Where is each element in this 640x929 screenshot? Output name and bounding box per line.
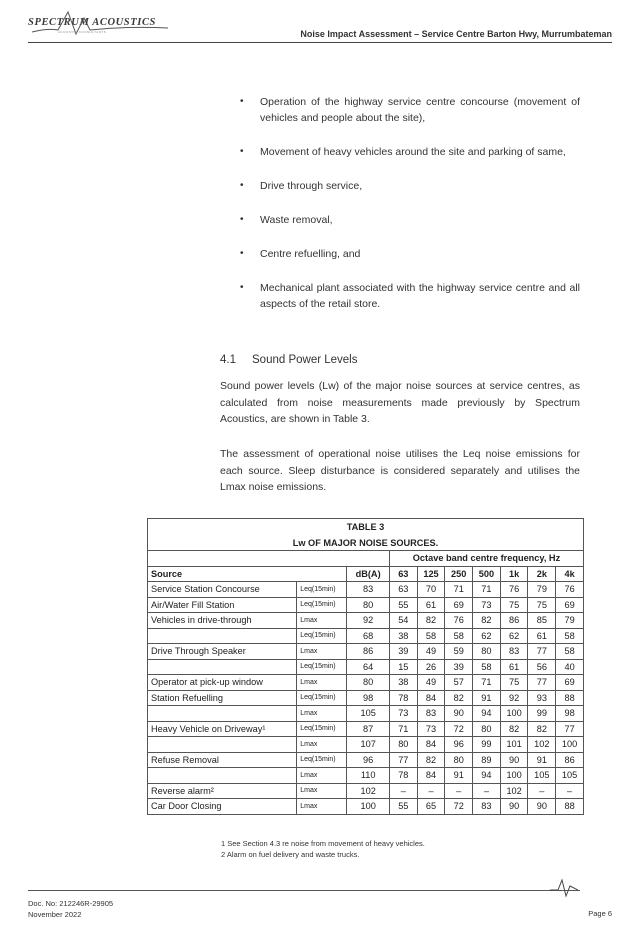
band-value-cell: 61 <box>417 597 445 613</box>
metric-cell: Leq(15min) <box>297 659 347 675</box>
band-value-cell: 90 <box>445 706 473 722</box>
metric-cell: Leq(15min) <box>297 721 347 737</box>
band-value-cell: 82 <box>417 613 445 629</box>
dba-cell: 68 <box>347 628 390 644</box>
band-value-cell: 82 <box>528 721 556 737</box>
source-cell: Vehicles in drive-through <box>148 613 297 629</box>
band-value-cell: 62 <box>473 628 501 644</box>
bullet-icon: • <box>240 96 244 107</box>
band-value-cell: 71 <box>473 582 501 598</box>
source-cell: Operator at pick-up window <box>148 675 297 691</box>
metric-cell: Leq(15min) <box>297 582 347 598</box>
noise-sources-table-wrap <box>147 518 584 815</box>
list-item: • Movement of heavy vehicles around the site and parking of same, <box>240 146 566 158</box>
list-item: • Drive through service, <box>240 180 363 192</box>
footer-divider <box>28 890 580 891</box>
table-row <box>148 752 584 768</box>
band-value-cell: 69 <box>445 597 473 613</box>
table-row <box>148 628 584 644</box>
band-value-cell: 83 <box>473 799 501 815</box>
metric-cell: Lmax <box>297 675 347 691</box>
band-value-cell: 58 <box>445 628 473 644</box>
bullet-icon: • <box>240 282 244 293</box>
dba-column-header: dB(A) <box>347 566 390 582</box>
band-value-cell: 90 <box>500 799 528 815</box>
band-value-cell: 91 <box>528 752 556 768</box>
band-value-cell: 100 <box>556 737 584 753</box>
band-value-cell: 86 <box>556 752 584 768</box>
dba-cell: 98 <box>347 690 390 706</box>
bullet-icon: • <box>240 180 244 191</box>
band-value-cell: 58 <box>556 628 584 644</box>
band-value-cell: 80 <box>473 644 501 660</box>
dba-cell: 86 <box>347 644 390 660</box>
band-value-cell: 49 <box>417 675 445 691</box>
band-value-cell: 76 <box>556 582 584 598</box>
band-value-cell: 83 <box>500 644 528 660</box>
band-value-cell: 77 <box>528 644 556 660</box>
footnote: 2 Alarm on fuel delivery and waste trucks. <box>221 850 360 859</box>
band-value-cell: 77 <box>389 752 417 768</box>
footer-wave-icon <box>550 878 578 898</box>
table-title: TABLE 3 <box>148 519 584 536</box>
band-value-cell: 77 <box>556 721 584 737</box>
metric-cell: Lmax <box>297 613 347 629</box>
dba-cell: 105 <box>347 706 390 722</box>
band-value-cell: – <box>473 783 501 799</box>
band-value-cell: 69 <box>556 597 584 613</box>
table-row <box>148 644 584 660</box>
band-value-cell: 69 <box>556 675 584 691</box>
table-row <box>148 613 584 629</box>
table-row <box>148 582 584 598</box>
table-subtitle: Lw OF MAJOR NOISE SOURCES. <box>148 535 584 551</box>
table-row <box>148 597 584 613</box>
frequency-header: 4k <box>556 566 584 582</box>
band-value-cell: 73 <box>473 597 501 613</box>
table-row <box>148 799 584 815</box>
band-value-cell: 78 <box>389 768 417 784</box>
band-value-cell: 84 <box>417 768 445 784</box>
band-value-cell: 85 <box>528 613 556 629</box>
band-value-cell: 63 <box>389 582 417 598</box>
logo-text: SPECTRUM ACOUSTICS <box>28 17 156 28</box>
band-value-cell: 75 <box>500 675 528 691</box>
band-value-cell: 58 <box>473 659 501 675</box>
document-number: Doc. No: 212246R-29905 <box>28 899 114 908</box>
band-value-cell: 105 <box>556 768 584 784</box>
band-value-cell: 100 <box>500 768 528 784</box>
band-value-cell: 70 <box>417 582 445 598</box>
dba-cell: 100 <box>347 799 390 815</box>
band-value-cell: 58 <box>417 628 445 644</box>
band-value-cell: 90 <box>528 799 556 815</box>
band-value-cell: 84 <box>417 690 445 706</box>
band-value-cell: 92 <box>500 690 528 706</box>
band-value-cell: 65 <box>417 799 445 815</box>
band-value-cell: 75 <box>500 597 528 613</box>
company-logo <box>28 8 178 38</box>
table-row <box>148 721 584 737</box>
band-value-cell: 101 <box>500 737 528 753</box>
band-value-cell: 82 <box>417 752 445 768</box>
sound-power-paragraph: Sound power levels (Lw) of the major noise sources at service centres, as calculated from noise measurements made previously by Spectrum Acoustics, are shown in Table 3. <box>220 380 580 425</box>
dba-cell: 83 <box>347 582 390 598</box>
metric-cell: Lmax <box>297 768 347 784</box>
band-value-cell: 56 <box>528 659 556 675</box>
band-value-cell: – <box>556 783 584 799</box>
band-value-cell: 99 <box>473 737 501 753</box>
band-value-cell: 88 <box>556 690 584 706</box>
table-row <box>148 690 584 706</box>
band-value-cell: 39 <box>389 644 417 660</box>
header-divider <box>28 42 612 43</box>
band-value-cell: 77 <box>528 675 556 691</box>
section-heading <box>220 354 357 366</box>
band-value-cell: 76 <box>445 613 473 629</box>
source-cell: Service Station Concourse <box>148 582 297 598</box>
band-value-cell: 39 <box>445 659 473 675</box>
band-value-cell: 102 <box>500 783 528 799</box>
table-row <box>148 768 584 784</box>
band-value-cell: 79 <box>528 582 556 598</box>
band-value-cell: 88 <box>556 799 584 815</box>
source-cell: Drive Through Speaker <box>148 644 297 660</box>
source-cell: Reverse alarm² <box>148 783 297 799</box>
dba-cell: 64 <box>347 659 390 675</box>
band-value-cell: – <box>528 783 556 799</box>
band-value-cell: 96 <box>445 737 473 753</box>
band-value-cell: 72 <box>445 799 473 815</box>
frequency-header: 500 <box>473 566 501 582</box>
source-cell: Refuse Removal <box>148 752 297 768</box>
band-value-cell: 75 <box>528 597 556 613</box>
table-row <box>148 706 584 722</box>
band-value-cell: 59 <box>445 644 473 660</box>
band-value-cell: 94 <box>473 768 501 784</box>
metric-cell: Lmax <box>297 737 347 753</box>
band-value-cell: 80 <box>473 721 501 737</box>
band-value-cell: 71 <box>473 675 501 691</box>
band-value-cell: 82 <box>445 690 473 706</box>
table-footnotes <box>221 838 425 860</box>
source-cell: Car Door Closing <box>148 799 297 815</box>
band-value-cell: 82 <box>473 613 501 629</box>
band-value-cell: 80 <box>445 752 473 768</box>
bullet-icon: • <box>240 146 244 157</box>
logo-tagline: ACOUSTIC CONSULTANTS <box>58 30 107 34</box>
dba-cell: 87 <box>347 721 390 737</box>
source-cell: Station Refuelling <box>148 690 297 706</box>
band-value-cell: 61 <box>528 628 556 644</box>
bullet-icon: • <box>240 214 244 225</box>
metric-cell: Lmax <box>297 783 347 799</box>
band-value-cell: 90 <box>500 752 528 768</box>
source-cell <box>148 706 297 722</box>
octave-band-header: Octave band centre frequency, Hz <box>389 551 583 567</box>
band-value-cell: 62 <box>500 628 528 644</box>
source-cell <box>148 768 297 784</box>
table-row <box>148 675 584 691</box>
band-value-cell: 84 <box>417 737 445 753</box>
metric-cell: Lmax <box>297 706 347 722</box>
dba-cell: 80 <box>347 597 390 613</box>
band-value-cell: – <box>389 783 417 799</box>
band-value-cell: – <box>417 783 445 799</box>
page-header-title: Noise Impact Assessment – Service Centre Barton Hwy, Murrumbateman <box>300 29 612 39</box>
band-value-cell: 89 <box>473 752 501 768</box>
band-value-cell: 83 <box>417 706 445 722</box>
footnote: 1 See Section 4.3 re noise from movement of heavy vehicles. <box>221 839 425 848</box>
band-value-cell: 38 <box>389 675 417 691</box>
list-item: • Waste removal, <box>240 214 333 226</box>
frequency-header: 1k <box>500 566 528 582</box>
band-value-cell: 91 <box>445 768 473 784</box>
band-value-cell: 71 <box>389 721 417 737</box>
band-value-cell: 40 <box>556 659 584 675</box>
band-value-cell: 94 <box>473 706 501 722</box>
band-value-cell: 73 <box>389 706 417 722</box>
source-cell: Heavy Vehicle on Driveway¹ <box>148 721 297 737</box>
frequency-header: 2k <box>528 566 556 582</box>
table-row <box>148 659 584 675</box>
band-value-cell: 72 <box>445 721 473 737</box>
source-cell <box>148 628 297 644</box>
noise-sources-table <box>147 518 584 815</box>
band-value-cell: 15 <box>389 659 417 675</box>
table-row <box>148 783 584 799</box>
band-value-cell: 100 <box>500 706 528 722</box>
band-value-cell: 102 <box>528 737 556 753</box>
metric-cell: Leq(15min) <box>297 597 347 613</box>
metric-cell: Leq(15min) <box>297 752 347 768</box>
frequency-header: 250 <box>445 566 473 582</box>
document-date: November 2022 <box>28 910 82 919</box>
band-value-cell: 38 <box>389 628 417 644</box>
list-item: • Operation of the highway service centre concourse (movement of vehicles and people about the site), <box>240 96 580 124</box>
band-value-cell: 55 <box>389 597 417 613</box>
metric-cell: Lmax <box>297 644 347 660</box>
dba-cell: 110 <box>347 768 390 784</box>
dba-cell: 102 <box>347 783 390 799</box>
band-value-cell: 55 <box>389 799 417 815</box>
band-value-cell: 57 <box>445 675 473 691</box>
source-cell <box>148 737 297 753</box>
band-value-cell: 49 <box>417 644 445 660</box>
source-cell: Air/Water Fill Station <box>148 597 297 613</box>
band-value-cell: 105 <box>528 768 556 784</box>
band-value-cell: 86 <box>500 613 528 629</box>
band-value-cell: 76 <box>500 582 528 598</box>
metric-cell: Leq(15min) <box>297 690 347 706</box>
band-value-cell: 93 <box>528 690 556 706</box>
bullet-icon: • <box>240 248 244 259</box>
list-item: • Centre refuelling, and <box>240 248 361 260</box>
band-value-cell: 79 <box>556 613 584 629</box>
dba-cell: 92 <box>347 613 390 629</box>
band-value-cell: 71 <box>445 582 473 598</box>
assessment-paragraph: The assessment of operational noise utilises the Leq noise emissions for each source. Sleep disturbance is considered separately and utilises the Lmax noise emissions. <box>220 448 580 493</box>
source-cell <box>148 659 297 675</box>
footer-document-info <box>28 898 113 920</box>
dba-cell: 107 <box>347 737 390 753</box>
frequency-header: 63 <box>389 566 417 582</box>
band-value-cell: 73 <box>417 721 445 737</box>
band-value-cell: 58 <box>556 644 584 660</box>
band-value-cell: 91 <box>473 690 501 706</box>
band-value-cell: 54 <box>389 613 417 629</box>
band-value-cell: 61 <box>500 659 528 675</box>
band-value-cell: 82 <box>500 721 528 737</box>
section-number: 4.1 <box>220 354 236 366</box>
metric-cell: Leq(15min) <box>297 628 347 644</box>
list-item: • Mechanical plant associated with the highway service centre and all aspects of the retail store. <box>240 282 580 310</box>
band-value-cell: 99 <box>528 706 556 722</box>
table-row <box>148 737 584 753</box>
band-value-cell: – <box>445 783 473 799</box>
band-value-cell: 98 <box>556 706 584 722</box>
band-value-cell: 78 <box>389 690 417 706</box>
band-value-cell: 26 <box>417 659 445 675</box>
dba-cell: 96 <box>347 752 390 768</box>
dba-cell: 80 <box>347 675 390 691</box>
band-value-cell: 80 <box>389 737 417 753</box>
page-number: Page 6 <box>588 909 612 918</box>
frequency-header: 125 <box>417 566 445 582</box>
noise-sources-list <box>236 94 580 312</box>
section-title: Sound Power Levels <box>252 354 358 366</box>
metric-cell: Lmax <box>297 799 347 815</box>
source-column-header: Source <box>148 566 347 582</box>
